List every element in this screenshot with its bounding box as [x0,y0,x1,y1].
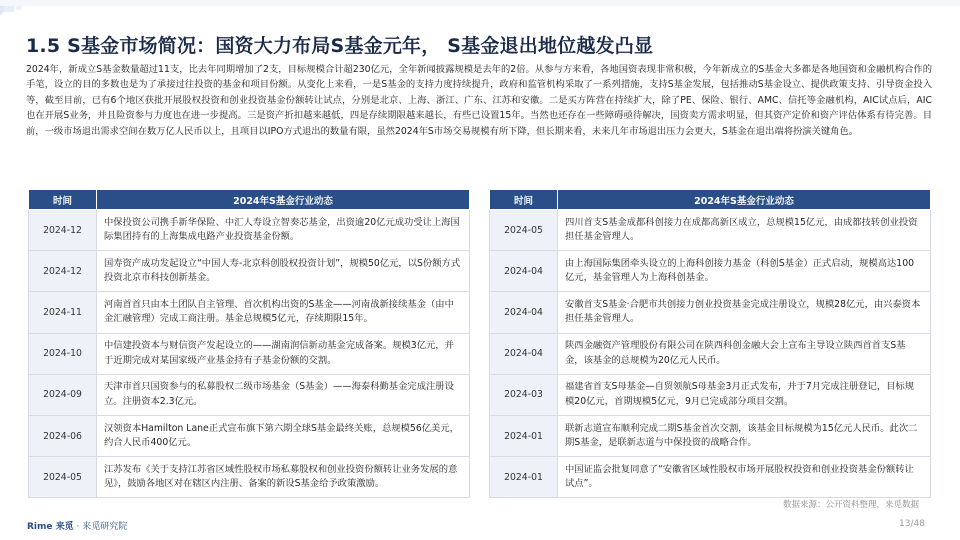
data-source-note: 数据来源：公开资料整理，来觅数据 [783,500,920,510]
row-text: 河南首首只由本土团队自主管理、首次机构出资的S基金——河南战新接续基金（由中金汇融管理）完成工商注册。基金总规模5亿元，存续期限15年。 [97,292,470,333]
page-number: 13/48 [899,519,925,529]
row-text: 联新志道宣布顺利完成二期S基金首次交割，该基金目标规模为15亿元人民币。此次二期S基金，是联新志道与中保投资的战略合作。 [558,415,931,456]
table-row [29,415,470,456]
row-date: 2024-12 [29,210,97,251]
row-text: 江苏发布《关于支持江苏省区域性股权市场私募股权和创业投资份额转让业务发展的意见》，鼓励各地区对在辖区内注册、备案的新设S基金给予政策激励。 [97,457,470,498]
table-row [490,374,931,415]
brand-subtitle: · 来觅研究院 [73,522,128,532]
right-header-trend: 2024年S基金行业动态 [558,190,931,210]
row-date: 2024-04 [490,292,558,333]
right-header-date: 时间 [490,190,558,210]
row-date: 2024-04 [490,333,558,374]
row-date: 2024-09 [29,374,97,415]
table-row [29,457,470,498]
row-text: 四川首支S基金成都科创接力在成都高新区成立，总规模15亿元，由成都技转创业投资担任基金管理人。 [558,210,931,251]
row-text: 安徽首支S基金·合肥市共创接力创业投资基金完成注册设立，规模28亿元，由兴泰资本担任基金管理人。 [558,292,931,333]
row-text: 汉领资本Hamilton Lane正式宣布旗下第六期全球S基金最终关账，总规模56亿美元，约合人民币400亿元。 [97,415,470,456]
row-text: 福建省首支S母基金—自贸领航S母基金3月正式发布，并于7月完成注册登记，目标规模20亿元，首期规模5亿元，9月已完成部分项目交割。 [558,374,931,415]
table-row [490,457,931,498]
row-text: 国寿资产成功发起设立“中国人寿-北京科创股权投资计划”，规模50亿元，以S份额方式投资北京市科技创新基金。 [97,251,470,292]
page-title: 1.5 S基金市场简况：国资大力布局S基金元年， S基金退出地位越发凸显 [26,35,654,57]
table-row [490,333,931,374]
row-date: 2024-12 [29,251,97,292]
footer-brand [27,519,127,532]
table-row [29,333,470,374]
row-date: 2024-03 [490,374,558,415]
table-row [490,415,931,456]
right-trend-table [489,189,931,498]
left-trend-table [28,189,470,498]
row-text: 中国证监会批复同意了“安徽省区域性股权市场开展股权投资和创业投资基金份额转让试点”。 [558,457,931,498]
table-row [490,210,931,251]
table-row [29,374,470,415]
table-row [29,251,470,292]
left-header-date: 时间 [29,190,97,210]
row-text: 陕西金融资产管理股份有限公司在陕西科创金融大会上宣布主导设立陕西首首支S基金，该基金的总规模为20亿元人民币。 [558,333,931,374]
row-date: 2024-06 [29,415,97,456]
left-header-trend: 2024年S基金行业动态 [97,190,470,210]
row-date: 2024-05 [29,457,97,498]
row-date: 2024-10 [29,333,97,374]
table-row [29,292,470,333]
row-text: 中保投资公司携手新华保险、中汇人寿设立智奏芯基金，出资逾20亿元成功受让上海国际集团持有的上海集成电路产业投资基金份额。 [97,210,470,251]
row-date: 2024-01 [490,415,558,456]
row-date: 2024-05 [490,210,558,251]
row-date: 2024-04 [490,251,558,292]
row-date: 2024-11 [29,292,97,333]
intro-paragraph: 2024年，新成立S基金数量超过11支，比去年同期增加了2支，目标规模合计超230亿元，全年新闻披露规模是去年的2倍。从参与方来看，各地国资表现非常积极，今年新成立的S基金大多都是各地国资和金融机构合作的手笔，设立的目的多数也是为了承接过往投资的基金和项目份额。从变化上来看，一是S基金的支持力度持续提升，政府和监管机构采取了一系列措施，支持S基金发展，包括推动S基金设立、提供政策支持、引导资金投入等，截至目前，已有6个地区获批开展股权投资和创业投资基金份额转让试点，分别是北京、上海、浙江、广东、江苏和安徽。二是买方阵营在持续扩大，除了PE、保险、银行、AMC、信托等金融机构，AIC试点后，AIC也在开展S业务，并且险资参与力度也在进一步提高。三是资产折扣越来越低，四是存续期限越来越长，有些已设置15年。当然也还存在一些障碍亟待解决，国资卖方需求明显，但其资产定价和资产评估体系有待完善。目前，一级市场退出需求空间在数万亿人民币以上，且项目以IPO方式退出的数量有限，虽然2024年S市场交易规模有所下降，但长期来看，未来几年市场退出压力会更大，S基金在退出端将扮演关键角色。 [26,64,932,137]
row-text: 天津市首只国资参与的私募股权二级市场基金（S基金）——海泰科勤基金完成注册设立。注册资本2.3亿元。 [97,374,470,415]
brand-logo-text: Rime 来觅 [27,522,74,532]
table-row [29,210,470,251]
table-row [490,251,931,292]
table-row [490,292,931,333]
row-text: 由上海国际集团牵头设立的上海科创接力基金（科创S基金）正式启动，规模高达100亿元，基金管理人为上海科创基金。 [558,251,931,292]
row-date: 2024-01 [490,457,558,498]
row-text: 中信建投资本与财信资产发起设立的——湖南润信新动基金完成备案。规模3亿元，并于近期完成对某国家级产业基金持有子基金份额的交割。 [97,333,470,374]
